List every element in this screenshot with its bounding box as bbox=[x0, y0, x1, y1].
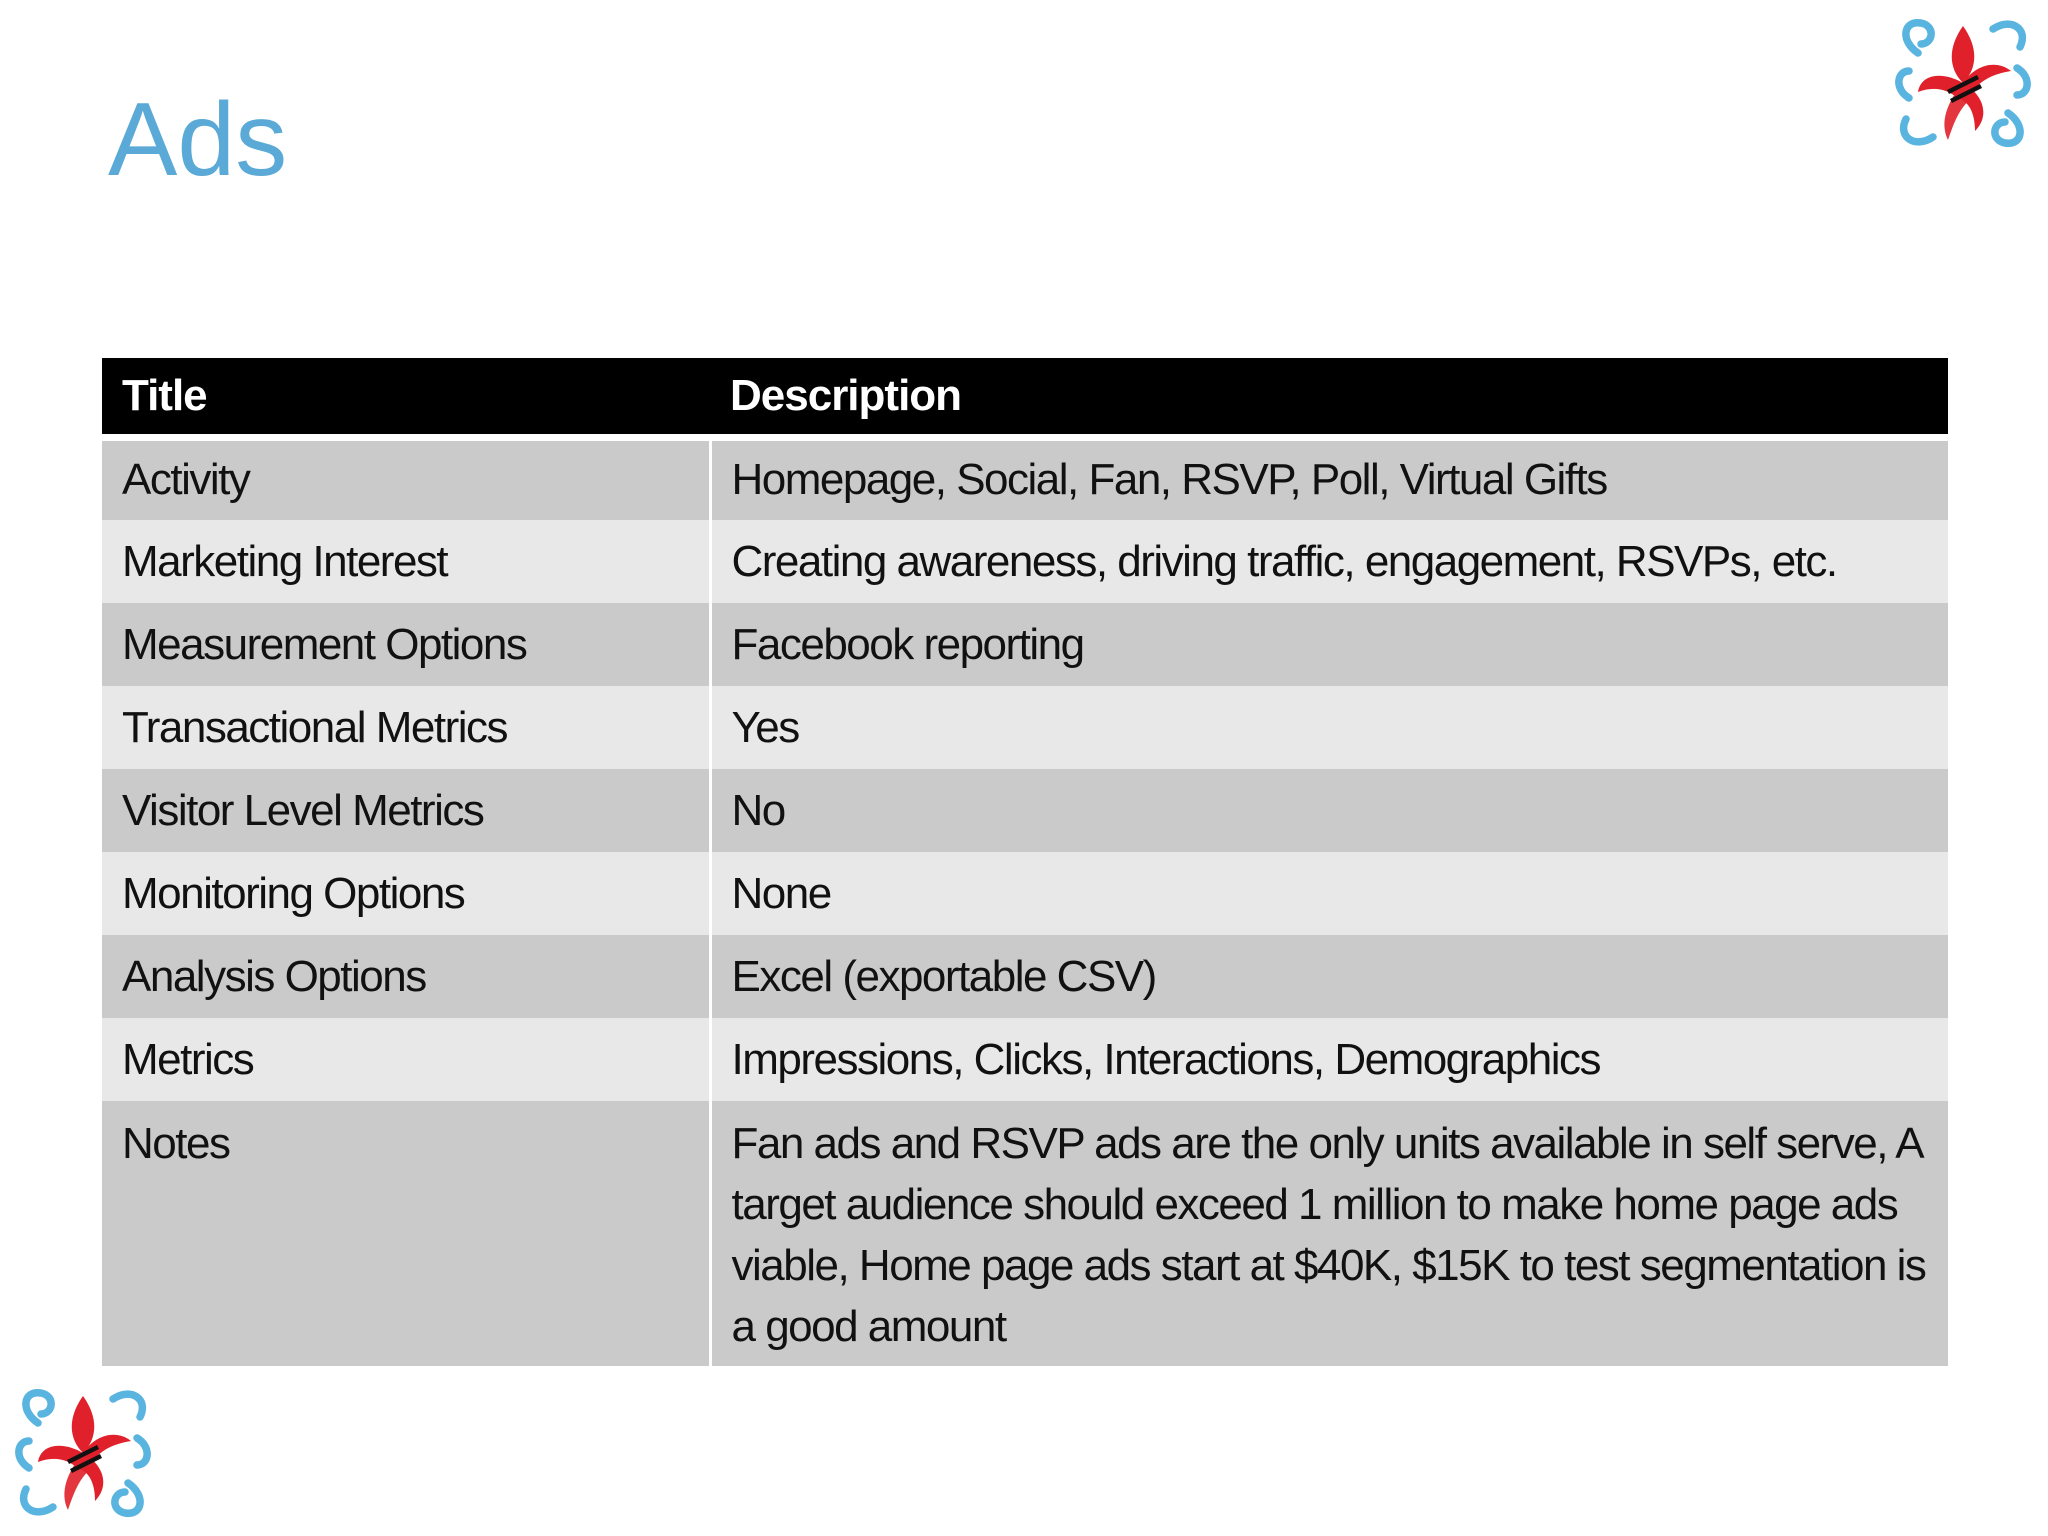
fleur-de-lis-logo-icon bbox=[8, 1378, 158, 1528]
row-description: Facebook reporting bbox=[710, 603, 1948, 686]
row-title: Visitor Level Metrics bbox=[102, 769, 710, 852]
table-row bbox=[102, 686, 1948, 769]
row-description: Impressions, Clicks, Interactions, Demographics bbox=[710, 1018, 1948, 1101]
row-title: Analysis Options bbox=[102, 935, 710, 1018]
header-description: Description bbox=[710, 358, 1948, 437]
table-row bbox=[102, 603, 1948, 686]
table-row bbox=[102, 520, 1948, 603]
row-title: Notes bbox=[102, 1101, 710, 1366]
row-title: Measurement Options bbox=[102, 603, 710, 686]
row-title: Metrics bbox=[102, 1018, 710, 1101]
ads-table bbox=[102, 358, 1948, 1366]
row-description: None bbox=[710, 852, 1948, 935]
fleur-de-lis-logo-icon bbox=[1888, 8, 2038, 158]
row-description: Creating awareness, driving traffic, engagement, RSVPs, etc. bbox=[710, 520, 1948, 603]
header-title: Title bbox=[102, 358, 710, 437]
table-row bbox=[102, 437, 1948, 520]
row-title: Marketing Interest bbox=[102, 520, 710, 603]
row-description: No bbox=[710, 769, 1948, 852]
slide-title: Ads bbox=[108, 82, 288, 198]
table-row bbox=[102, 1101, 1948, 1366]
table-row bbox=[102, 935, 1948, 1018]
row-description: Homepage, Social, Fan, RSVP, Poll, Virtual Gifts bbox=[710, 437, 1948, 520]
row-description: Yes bbox=[710, 686, 1948, 769]
table-row bbox=[102, 852, 1948, 935]
table-row bbox=[102, 1018, 1948, 1101]
row-description: Excel (exportable CSV) bbox=[710, 935, 1948, 1018]
table-row bbox=[102, 769, 1948, 852]
row-description: Fan ads and RSVP ads are the only units available in self serve, A target audience should exceed 1 million to make home page ads viable, Home page ads start at $40K, $15K to test segmentation is a good amount bbox=[710, 1101, 1948, 1366]
row-title: Transactional Metrics bbox=[102, 686, 710, 769]
table-header-row bbox=[102, 358, 1948, 437]
row-title: Activity bbox=[102, 437, 710, 520]
row-title: Monitoring Options bbox=[102, 852, 710, 935]
